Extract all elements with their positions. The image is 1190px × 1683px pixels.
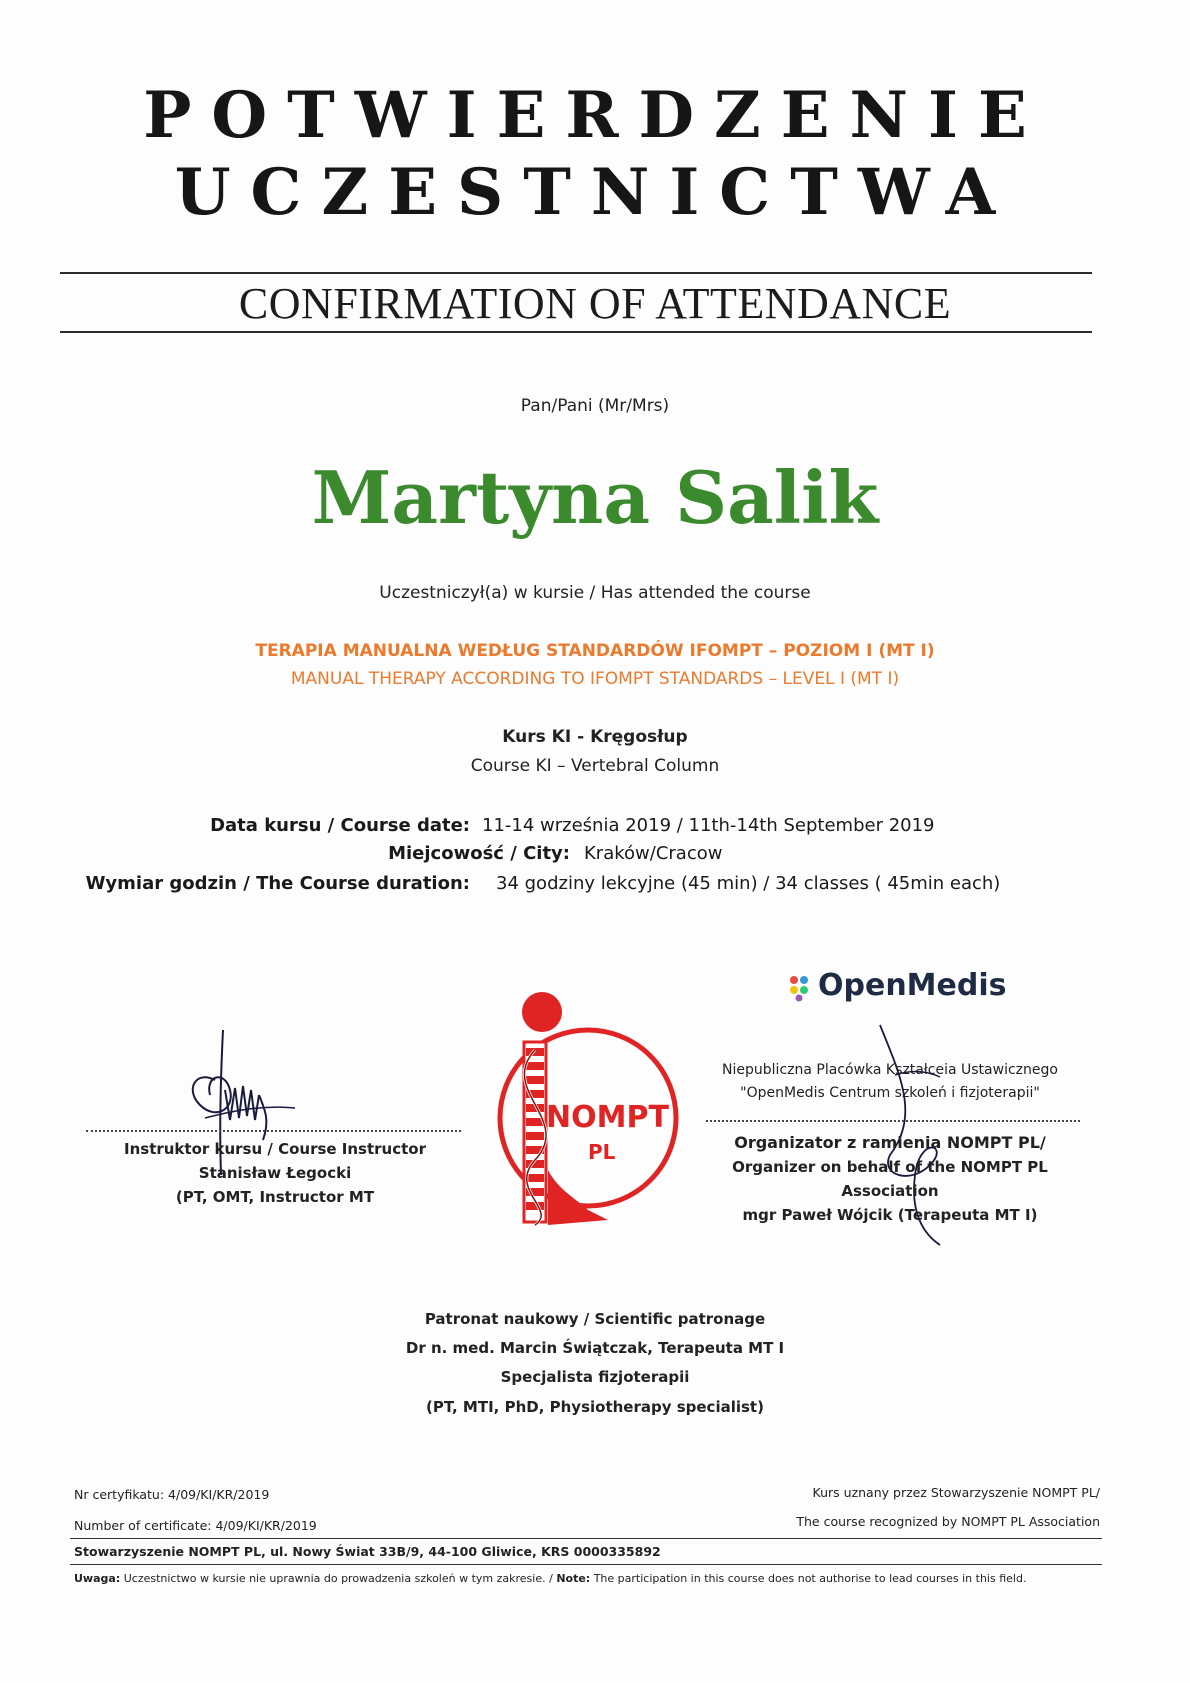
top-rule (60, 272, 1092, 274)
note-text-pl: Uczestnictwo w kursie nie uprawnia do prowadzenia szkoleń w tym zakresie. / (123, 1572, 553, 1585)
footer-note (74, 1572, 1104, 1585)
certificate-number-en: Number of certificate: 4/09/KI/KR/2019 (74, 1518, 317, 1533)
organizer-role-1: Organizator z ramienia NOMPT PL/ (734, 1133, 1046, 1152)
openmedis-logo (788, 968, 1007, 1008)
instructor-name: Stanisław Łegocki (198, 1164, 352, 1182)
organizer-person: mgr Paweł Wójcik (Terapeuta MT I) (742, 1206, 1038, 1224)
patronage-line-3: Specjalista fizjoterapii (500, 1368, 690, 1386)
recognized-en: The course recognized by NOMPT PL Association (796, 1514, 1100, 1529)
footer-rule-top (70, 1538, 1102, 1539)
openmedis-dots-icon (788, 974, 814, 1002)
organizer-institution-2: "OpenMedis Centrum szkoleń i fizjoterapii" (740, 1085, 1040, 1101)
certificate-number-pl: Nr certyfikatu: 4/09/KI/KR/2019 (74, 1487, 270, 1502)
organizer-role-3: Association (841, 1182, 939, 1200)
instructor-credentials: (PT, OMT, Instructor MT (175, 1188, 375, 1206)
organizer-institution-1: Niepubliczna Placówka Kształceia Ustawicznego (722, 1062, 1058, 1078)
nompt-logo-subtext: PL (588, 1140, 616, 1164)
instructor-signature-line (86, 1130, 461, 1132)
note-text-en: The participation in this course does not authorise to lead courses in this field. (593, 1572, 1027, 1585)
date-label: Data kursu / Course date: (210, 815, 470, 836)
footer-address: Stowarzyszenie NOMPT PL, ul. Nowy Świat 33B/9, 44-100 Gliwice, KRS 0000335892 (74, 1544, 661, 1559)
city-label: Miejcowość / City: (388, 843, 570, 864)
salutation: Pan/Pani (Mr/Mrs) (520, 396, 670, 416)
title-line-2: UCZESTNICTWA (174, 155, 1016, 230)
bottom-rule (60, 331, 1092, 333)
course-module-pl: Kurs KI - Kręgosłup (502, 727, 688, 747)
city-value: Kraków/Cracow (584, 843, 723, 864)
organizer-signature-line (706, 1120, 1080, 1122)
footer-rule-bottom (70, 1564, 1102, 1565)
recognized-pl: Kurs uznany przez Stowarzyszenie NOMPT PL/ (812, 1485, 1100, 1500)
note-label-pl: Uwaga: (74, 1572, 121, 1585)
instructor-role: Instruktor kursu / Course Instructor (124, 1140, 426, 1158)
nompt-logo (488, 990, 688, 1250)
patronage-line-2: Dr n. med. Marcin Świątczak, Terapeuta MT I (405, 1339, 785, 1357)
organizer-role-2: Organizer on behalf of the NOMPT PL (732, 1158, 1048, 1176)
openmedis-logo-text: OpenMedis (818, 968, 1007, 1003)
subtitle: CONFIRMATION OF ATTENDANCE (238, 279, 952, 328)
duration-label: Wymiar godzin / The Course duration: (85, 873, 470, 894)
date-value: 11-14 września 2019 / 11th-14th September 2019 (482, 815, 935, 836)
course-module-en: Course KI – Vertebral Column (470, 756, 720, 776)
duration-value: 34 godziny lekcyjne (45 min) / 34 classes ( 45min each) (496, 873, 1001, 894)
patronage-line-1: Patronat naukowy / Scientific patronage (424, 1310, 766, 1328)
note-label-en: Note: (556, 1572, 591, 1585)
attended-text: Uczestniczył(a) w kursie / Has attended the course (379, 583, 811, 603)
title-line-1: POTWIERDZENIE (143, 78, 1047, 153)
patronage-line-4: (PT, MTI, PhD, Physiotherapy specialist) (426, 1398, 764, 1416)
nompt-logo-text: NOMPT (546, 1100, 669, 1135)
course-title-en: MANUAL THERAPY ACCORDING TO IFOMPT STANDARDS – LEVEL I (MT I) (290, 669, 900, 689)
recipient-name: Martyna Salik (311, 455, 879, 540)
course-title-pl: TERAPIA MANUALNA WEDŁUG STANDARDÓW IFOMPT – POZIOM I (MT I) (255, 641, 935, 661)
